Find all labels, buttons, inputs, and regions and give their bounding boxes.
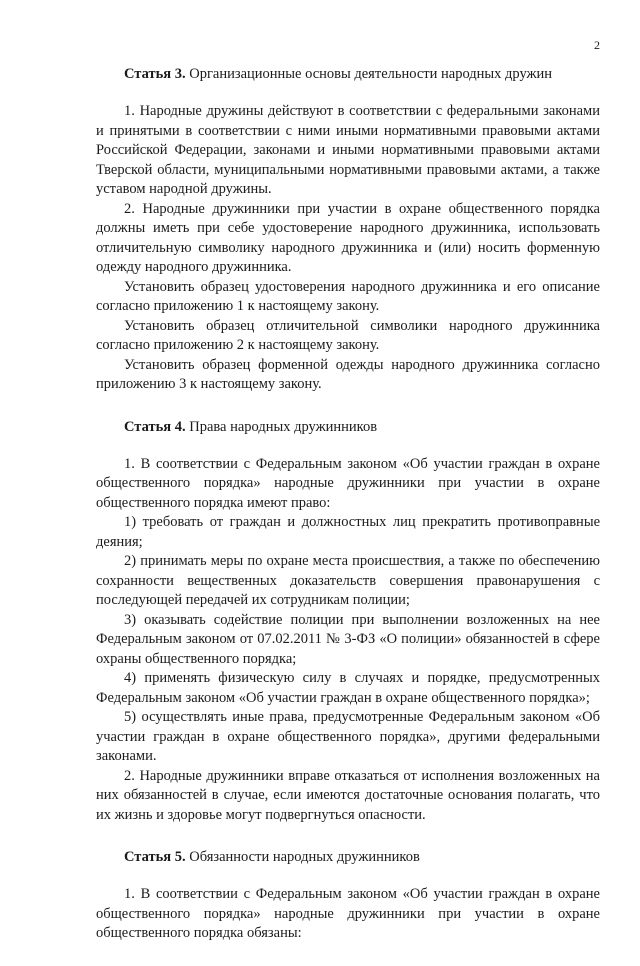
paragraph: Установить образец форменной одежды народного дружинника согласно приложению 3 к настоящему закону. xyxy=(96,356,600,392)
article-label: Статья 3. xyxy=(124,66,186,82)
article-label: Статья 5. xyxy=(124,849,186,865)
article-3 xyxy=(96,64,600,395)
paragraph: 4) применять физическую силу в случаях и порядке, предусмотренных Федеральным законом «Об участии граждан в охране общественного порядка»; xyxy=(96,670,600,706)
paragraph: Установить образец удостоверения народного дружинника и его описание согласно приложению 1 к настоящему закону. xyxy=(96,278,600,314)
page-number: 2 xyxy=(594,38,600,52)
document-body xyxy=(96,64,600,966)
article-title: Организационные основы деятельности народных дружин xyxy=(185,66,553,82)
paragraph: 1) требовать от граждан и должностных лиц прекратить противоправные деяния; xyxy=(96,514,600,550)
paragraph: 1. В соответствии с Федеральным законом «Об участии граждан в охране общественного порядка» народные дружинники при участии в охране общественного порядка обязаны: xyxy=(96,886,600,941)
paragraph: 3) оказывать содействие полиции при выполнении возложенных на нее Федеральным законом от 07.02.2011 № 3-ФЗ «О полиции» обязанностей в сфере охраны общественного порядка; xyxy=(96,611,600,667)
paragraph: 1. Народные дружины действуют в соответствии с федеральными законами и принятыми в соответствии с ними иными нормативными правовыми актами Российской Федерации, законами и иными нормативными правовыми актами Тверской области, муниципальными нормативными правовыми актами, а также уставом народной дружины. xyxy=(96,103,600,197)
article-label: Статья 4. xyxy=(124,418,186,435)
paragraph: 2. Народные дружинники при участии в охране общественного порядка должны иметь при себе удостоверение народного дружинника, использовать отличительную символику народного дружинника и (или) носить форменную одежду народного дружинника. xyxy=(96,200,600,275)
paragraph: 2. Народные дружинники вправе отказаться от исполнения возложенных на них обязанностей в случае, если имеются достаточные основания полагать, что их жизнь и здоровье могут подвергнуться опасности. xyxy=(96,767,600,823)
article-5 xyxy=(96,847,600,944)
paragraph: Установить образец отличительной символики народного дружинника согласно приложению 2 к настоящему закону. xyxy=(96,317,600,353)
article-heading xyxy=(96,417,600,437)
paragraph: 2) принимать меры по охране места происшествия, а также по обеспечению сохранности вещественных доказательств совершения правонарушения с последующей передачей их сотрудникам полиции; xyxy=(96,553,600,608)
paragraph: 1. В соответствии с Федеральным законом «Об участии граждан в охране общественного порядка» народные дружинники при участии в охране общественного порядка имеют право: xyxy=(96,455,600,511)
article-title: Обязанности народных дружинников xyxy=(185,849,420,865)
article-heading xyxy=(96,64,600,84)
paragraph: 5) осуществлять иные права, предусмотренные Федеральным законом «Об участии граждан в охране общественного порядка», другими федеральными законами. xyxy=(96,709,600,764)
article-4 xyxy=(96,417,600,826)
article-heading xyxy=(96,847,600,867)
article-title: Права народных дружинников xyxy=(185,418,378,435)
